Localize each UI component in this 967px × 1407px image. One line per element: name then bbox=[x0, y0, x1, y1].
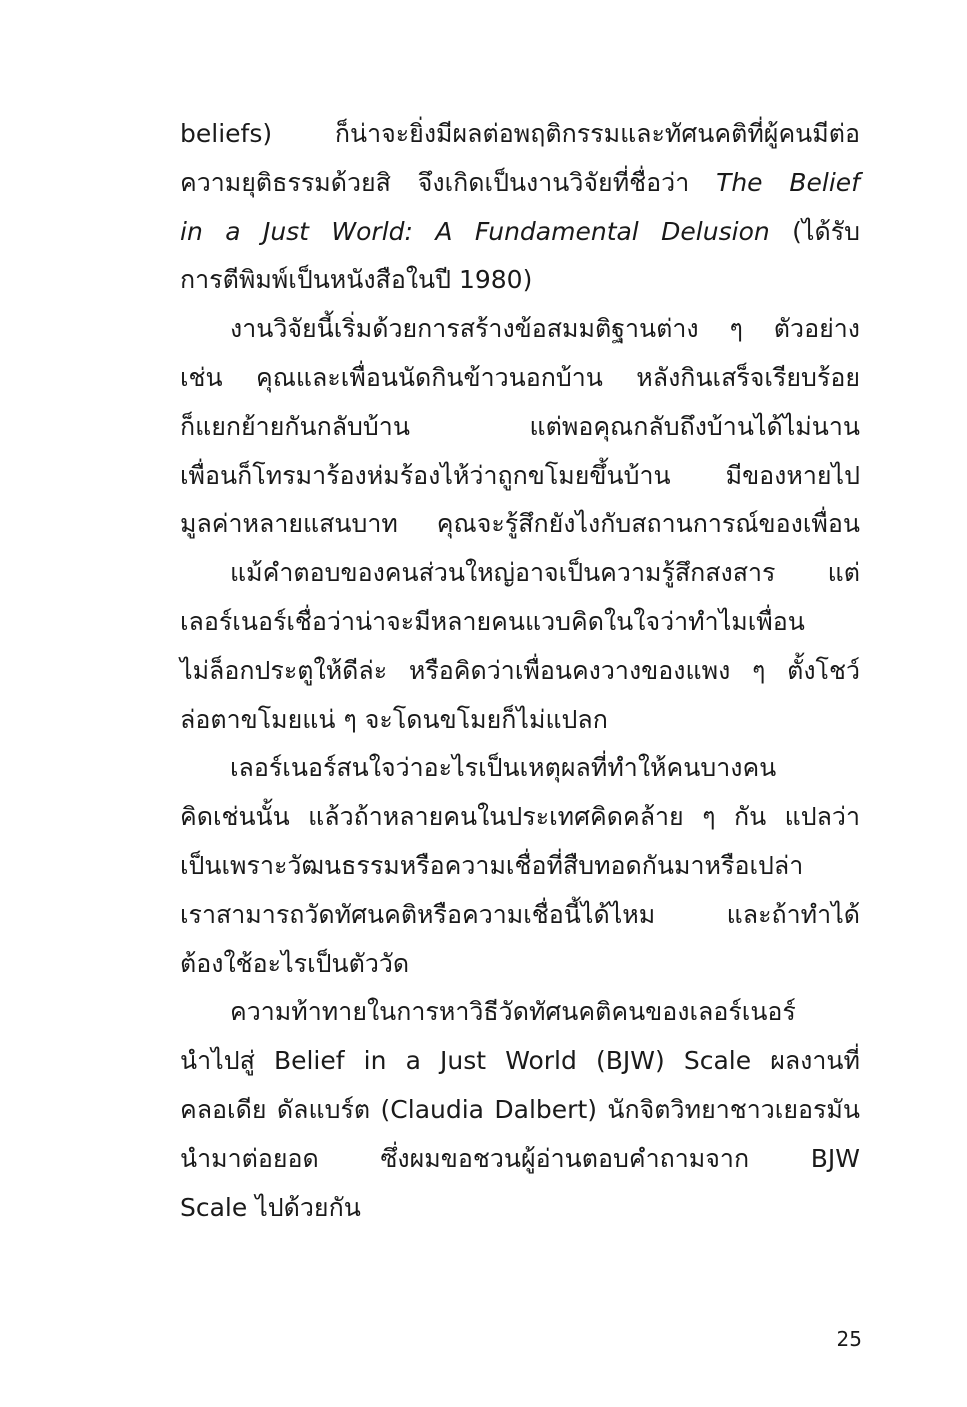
text-line: คิดเช่นนั้น แล้วถ้าหลายคนในประเทศคิดคล้าย ๆ กัน แปลว่า bbox=[180, 802, 860, 832]
text-line: เป็นเพราะวัฒนธรรมหรือความเชื่อที่สืบทอดกันมาหรือเปล่า bbox=[180, 850, 804, 880]
text-line: นำไปสู่ Belief in a Just World (BJW) Scale ผลงานที่ bbox=[180, 1046, 860, 1076]
text-line: มูลค่าหลายแสนบาท คุณจะรู้สึกยังไงกับสถานการณ์ของเพื่อน bbox=[180, 509, 860, 539]
body-text bbox=[180, 110, 860, 1232]
book-title-italic: in a Just World: A Fundamental Delusion bbox=[180, 216, 770, 246]
text-line: ความยุติธรรมด้วยสิ จึงเกิดเป็นงานวิจัยที่ชื่อว่า The Belief bbox=[180, 167, 860, 197]
text-line: การตีพิมพ์เป็นหนังสือในปี 1980) bbox=[180, 265, 533, 295]
text-line: เช่น คุณและเพื่อนนัดกินข้าวนอกบ้าน หลังกินเสร็จเรียบร้อย bbox=[180, 362, 860, 392]
text-line: in a Just World: A Fundamental Delusion (ได้รับ bbox=[180, 216, 860, 246]
text-line: เลอร์เนอร์สนใจว่าอะไรเป็นเหตุผลที่ทำให้คนบางคน bbox=[230, 753, 777, 783]
text-line: นำมาต่อยอด ซึ่งผมขอชวนผู้อ่านตอบคำถามจาก BJW bbox=[180, 1143, 860, 1173]
book-title-italic: The Belief bbox=[716, 167, 860, 197]
text-line: ต้องใช้อะไรเป็นตัววัด bbox=[180, 948, 410, 978]
text-line: ก็แยกย้ายกันกลับบ้าน แต่พอคุณกลับถึงบ้านได้ไม่นาน bbox=[180, 411, 860, 441]
text-line: Scale ไปด้วยกัน bbox=[180, 1192, 361, 1222]
text-line: แม้คำตอบของคนส่วนใหญ่อาจเป็นความรู้สึกสงสาร แต่ bbox=[230, 558, 860, 588]
text-line: ไม่ล็อกประตูให้ดีล่ะ หรือคิดว่าเพื่อนคงวางของแพง ๆ ตั้งโชว์ bbox=[180, 655, 860, 685]
page-number: 25 bbox=[836, 1327, 862, 1351]
text-line: เพื่อนก็โทรมาร้องห่มร้องไห้ว่าถูกขโมยขึ้นบ้าน มีของหายไป bbox=[180, 460, 860, 490]
text-line: เราสามารถวัดทัศนคติหรือความเชื่อนี้ได้ไหม และถ้าทำได้ bbox=[180, 899, 860, 929]
text-line: คลอเดีย ดัลแบร์ต (Claudia Dalbert) นักจิตวิทยาชาวเยอรมัน bbox=[180, 1094, 860, 1124]
text-line: ความท้าทายในการหาวิธีวัดทัศนคติคนของเลอร์เนอร์ bbox=[230, 997, 796, 1027]
text-line: งานวิจัยนี้เริ่มด้วยการสร้างข้อสมมติฐานต่าง ๆ ตัวอย่าง bbox=[230, 314, 860, 344]
text-line: เลอร์เนอร์เชื่อว่าน่าจะมีหลายคนแวบคิดในใจว่าทำไมเพื่อน bbox=[180, 606, 805, 636]
text-line: ล่อตาขโมยแน่ ๆ จะโดนขโมยก็ไม่แปลก bbox=[180, 704, 608, 734]
text-line: beliefs) ก็น่าจะยิ่งมีผลต่อพฤติกรรมและทัศนคติที่ผู้คนมีต่อ bbox=[180, 119, 860, 148]
